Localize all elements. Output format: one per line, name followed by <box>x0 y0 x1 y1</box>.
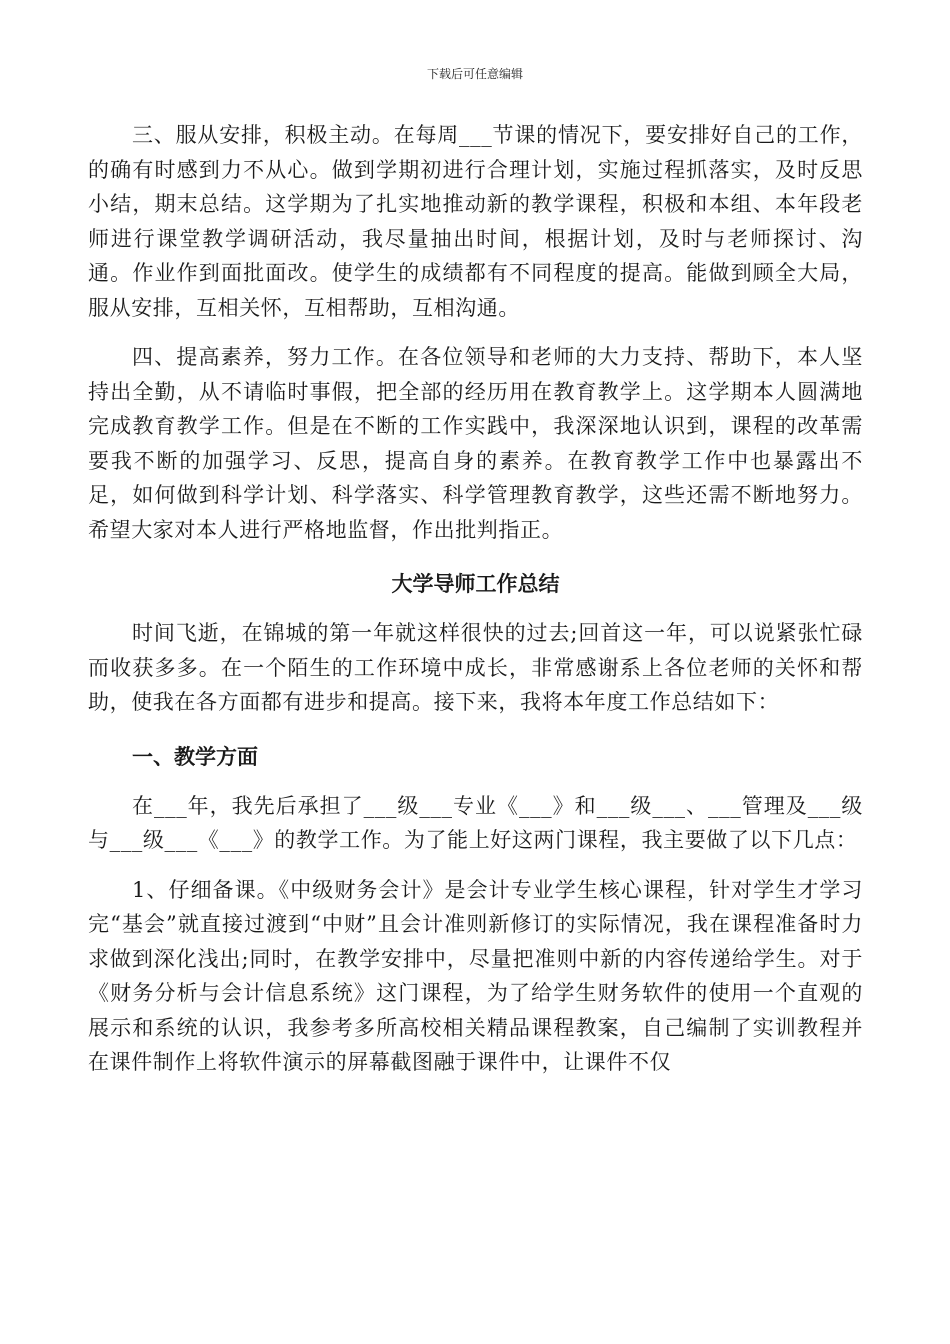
teaching-intro-paragraph: 在___年，我先后承担了___级___专业《___》和___级___、___管理及___级与___级___《___》的教学工作。为了能上好这两门课程，我主要做了以下几点： <box>88 793 863 852</box>
document-title: 大学导师工作总结 <box>391 572 560 596</box>
item-one-paragraph: 1、仔细备课。《中级财务会计》是会计专业学生核心课程，针对学生才学习完“基会”就直接过渡到“中财”且会计准则新修订的实际情况，我在课程准备时力求做到深化浅出;同时，在教学安排中，尽量把准则中新的内容传递给学生。对于《财务分析与会计信息系统》这门课程，为了给学生财务软件的使用一个直观的展示和系统的认识，我参考多所高校相关精品课程教案，自己编制了实训教程并在课件制作上将软件演示的屏幕截图融于课件中，让课件不仅 <box>88 877 863 1074</box>
intro-paragraph: 时间飞逝，在锦城的第一年就这样很快的过去;回首这一年，可以说紧张忙碌而收获多多。在一个陌生的工作环境中成长，非常感谢系上各位老师的关怀和帮助，使我在各方面都有进步和提高。接下来，我将本年度工作总结如下： <box>88 621 863 714</box>
document-body <box>88 118 863 1080</box>
paragraph-four: 四、提高素养，努力工作。在各位领导和老师的大力支持、帮助下，本人坚持出全勤，从不请临时事假，把全部的经历用在教育教学上。这学期本人圆满地完成教育教学工作。但是在不断的工作实践中，我深深地认识到，课程的改革需要我不断的加强学习、反思，提高自身的素养。在教育教学工作中也暴露出不足，如何做到科学计划、科学落实、科学管理教育教学，这些还需不断地努力。希望大家对本人进行严格地监督，作出批判指正。 <box>88 345 863 542</box>
page-header: 下载后可任意编辑 <box>426 67 523 81</box>
section-heading-teaching: 一、教学方面 <box>132 744 258 769</box>
paragraph-three: 三、服从安排，积极主动。在每周___节课的情况下，要安排好自己的工作，的确有时感到力不从心。做到学期初进行合理计划，实施过程抓落实，及时反思小结，期末总结。这学期为了扎实地推动新的教学课程，积极和本组、本年段老师进行课堂教学调研活动，我尽量抽出时间，根据计划，及时与老师探讨、沟通。作业作到面批面改。使学生的成绩都有不同程度的提高。能做到顾全大局，服从安排，互相关怀，互相帮助，互相沟通。 <box>88 123 863 320</box>
